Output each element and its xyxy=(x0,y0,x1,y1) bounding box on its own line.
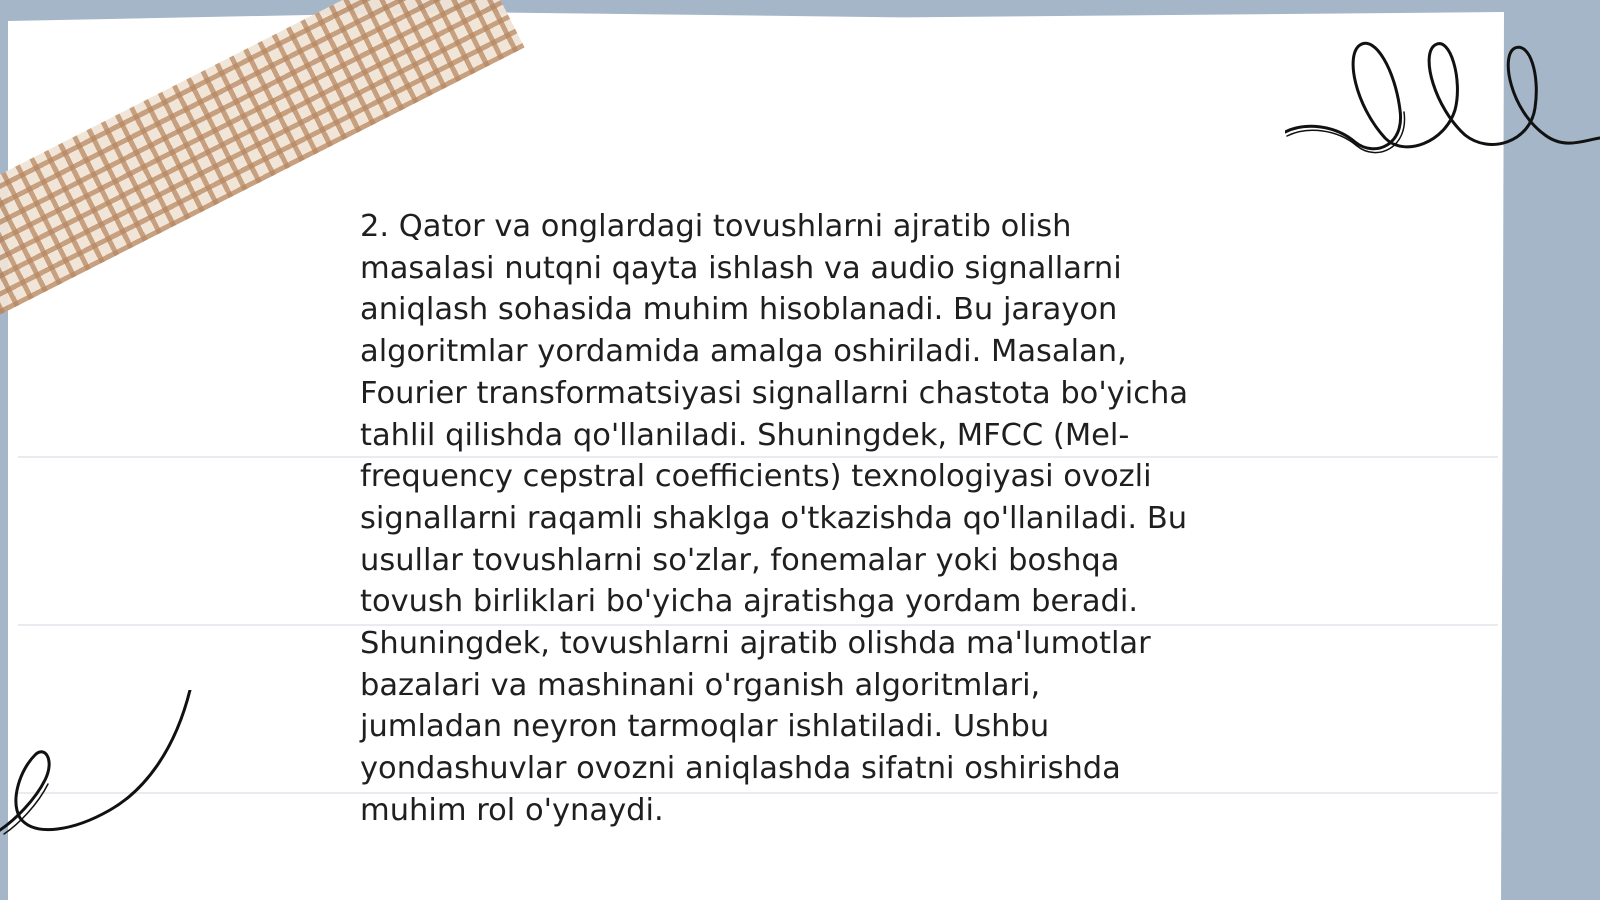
swirl-scribble-icon xyxy=(0,690,200,850)
body-paragraph: 2. Qator va onglardagi tovushlarni ajratib olish masalasi nutqni qayta ishlash va audio signallarni aniqlash sohasida muhim hisoblanadi. Bu jarayon algoritmlar yordamida amalga oshiriladi. Masalan, Fourier transformatsiyasi signallarni chastota bo'yicha tahlil qilishda qo'llaniladi. Shuningdek, MFCC (Mel- frequency cepstral coefficients) texnologiyasi ovozli signallarni raqamli shaklga o'tkazishda qo'llaniladi. Bu usullar tovushlarni so'zlar, fonemalar yoki boshqa tovush birliklari bo'yicha ajratishga yordam beradi. Shuningdek, tovushlarni ajratib olishda ma'lumotlar bazalari va mashinani o'rganish algoritmlari, jumladan neyron tarmoqlar ishlatiladi. Ushbu yondashuvlar ovozni aniqlashda sifatni oshirishda muhim rol o'ynaydi. xyxy=(360,209,1189,828)
loop-scribble-icon xyxy=(1285,30,1600,170)
